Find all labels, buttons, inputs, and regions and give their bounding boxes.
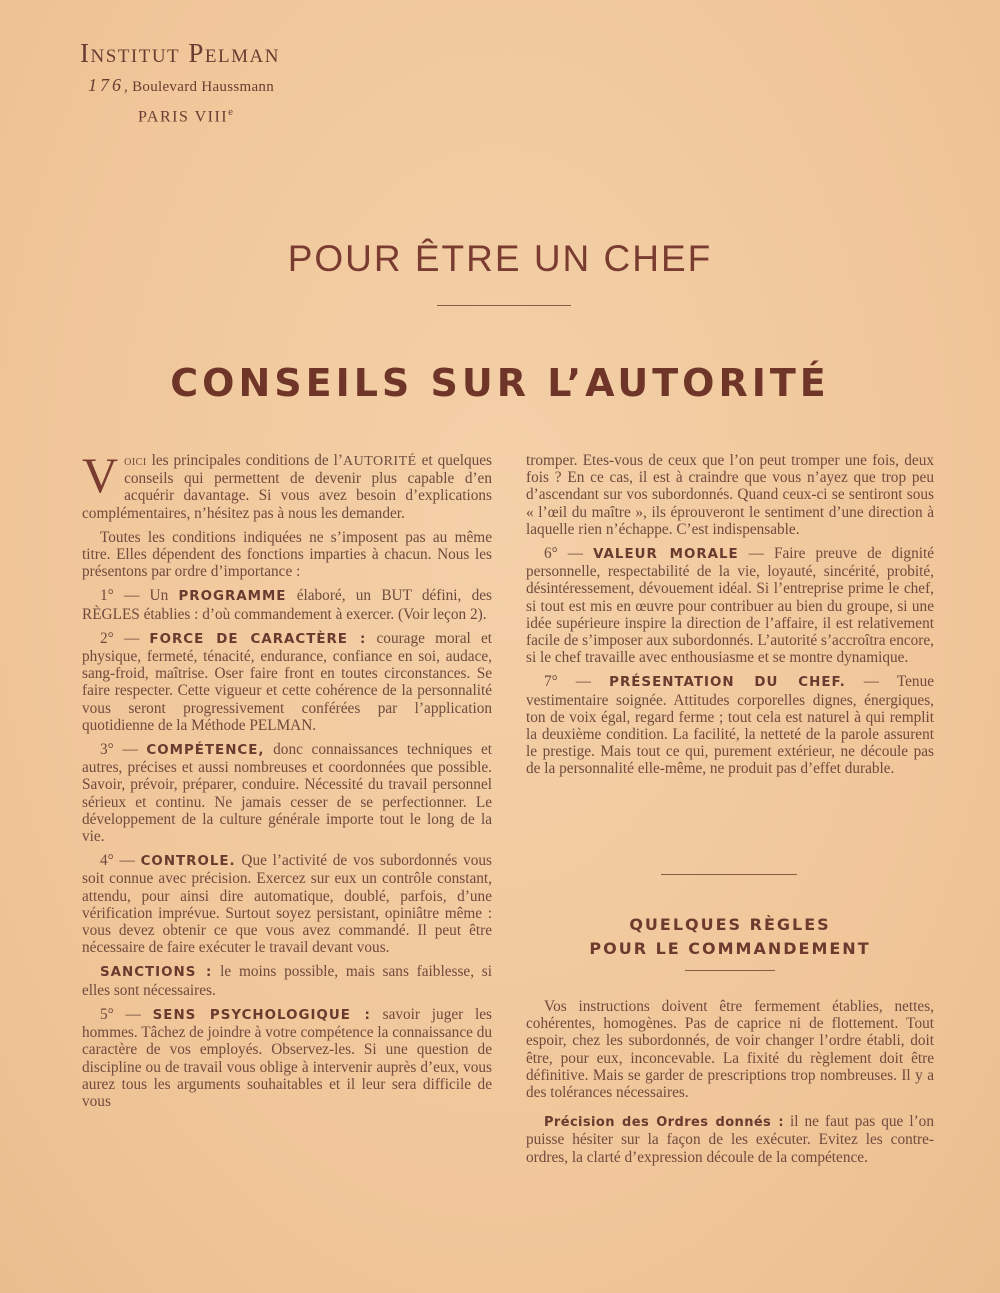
rule-6-valeur-morale: 6° — VALEUR MORALE — Faire preuve de dignité personnelle, respectabilité de la vie, loyauté, sincérité, probité, désintéressement, dévouement idéal. Si l’entreprise prime le chef, si tout est mis en œuvre pour contribuer au bien du groupe, si une idée supérieure inspire la direction de l’affaire, il est relativement facile de s’imposer aux subordonnés. L’autorité s’accroîtra encore, si le chef travaille avec enthousiasme et se montre dynamique. [526,545,935,667]
intro-paragraph: Voici les principales conditions de l’AUTORITÉ et quelques conseils qui permettent de devenir plus capable d’en acquérir davantage. Si vous avez besoin d’explications complémentaires, n’hésitez pas à nous les demander. [82,447,492,522]
institute-name: Institut Pelman [80,38,280,68]
rule-7-presentation: 7° — PRÉSENTATION DU CHEF. — Tenue vestimentaire soignée. Attitudes corporelles dignes, énergiques, ton de voix égal, regard ferme ; tout cela est naturel à qui remplit la deuxième condition. La facilité, la netteté de la parole assurent le prestige. Mais tout ce qui, purement extérieur, ne découle pas de la personnalité elle-même, ne produit pas d’effet durable. [526,673,935,778]
page-title: POUR ÊTRE UN CHEF [287,238,713,279]
rule-5-sens-psychologique: 5° — SENS PSYCHOLOGIQUE : savoir juger les hommes. Tâchez de joindre à votre compétence la connaissance du caractère de vos employés. Observez-les. Si une question de discipline ou de travail vous oblige à intervenir auprès d’eux, vous aurez tous les arguments souhaitables et il leur sera difficile de vous [82,1005,493,1110]
precision-paragraph: Précision des Ordres donnés : il ne faut pas que l’on puisse hésiter sur la façon de les exécuter. Evitez les contre-ordres, la clarté d’expression découle de la compétence. [526,1113,934,1166]
section-divider-top [661,874,797,875]
section-heading [526,913,934,961]
address-street: , Boulevard Haussmann [124,79,275,95]
rule-3-competence: 3° — COMPÉTENCE, donc connaissances techniques et autres, précises et aussi nombreuses et coordonnées que possible. Savoir, prévoir, préparer, conduire. Nécessité du travail personnel sérieux et continu. Ne jamais cesser de se perfectionner. Le développement de la culture générale importe tout le long de la vie. [82,741,493,846]
institute-address [88,75,280,96]
section-divider-bottom [685,970,775,971]
city-superscript: e [228,106,235,118]
order-paragraph: Toutes les conditions indiquées ne s’imposent pas au même titre. Elles dépendent des fonctions imparties à chacun. Nous les présentons par ordre d’importance : [82,528,492,581]
rule-2-force-caractere: 2° — FORCE DE CARACTÈRE : courage moral et physique, fermeté, ténacité, endurance, confiance en soi, audace, sang-froid, maîtrise. Oser faire front en toutes circonstances. Se faire respecter. Cette vigueur et cette cohérence de la personnalité vous seront progressivement conférées par l’application quotidienne de la Méthode PELMAN. [82,629,492,734]
section-heading-line-1: QUELQUES RÈGLES [629,915,831,934]
letterhead [80,38,280,126]
section-heading-line-2: POUR LE COMMANDEMENT [589,939,871,958]
sanctions-paragraph: SANCTIONS : le moins possible, mais sans faiblesse, si elles sont nécessaires. [82,963,492,999]
institute-city [138,106,280,126]
page-subtitle: CONSEILS SUR L’AUTORITÉ [170,361,830,405]
title-divider [437,305,571,306]
instructions-paragraph: Vos instructions doivent être fermement établies, nettes, cohérentes, homogènes. Pas de caprice ni de flottement. Tout espoir, chez les subordonnés, de voir changer l’ordre établi, doit être, pour eux, inconcevable. La fixité du règlement doit être définitive. Mais se garder de prescriptions trop nombreuses. Il y a des tolérances nécessaires. [526,998,934,1102]
city-name: PARIS VIII [138,108,229,126]
rules-section-body [526,998,934,1178]
right-column [526,452,934,785]
left-column [82,447,493,1117]
drop-cap: V [82,447,119,503]
rule-4-controle: 4° — CONTROLE. Que l’activité de vos subordonnés vous soit connue avec précision. Exercez sur eux un contrôle constant, attendu, pour ainsi dire automatique, doublé, parfois, d’une vérification imprévue. Surtout soyez persistant, opiniâtre même : vous devez obtenir ce que vous avez commandé. Il peut être nécessaire de faire exécuter le travail devant vous. [82,852,492,957]
address-number: 176 [88,75,124,95]
continuation-paragraph: tromper. Etes-vous de ceux que l’on peut tromper une fois, deux fois ? En ce cas, il est à craindre que vous n’ayez que trop peu d’ascendant sur vos subordonnés. Quand ceux-ci se sentiront sous « l’œil du maître », ils éprouveront le sentiment d’une direction à laquelle rien n’échappe. C’est indispensable. [526,452,934,538]
rule-1-programme: 1° — Un PROGRAMME élaboré, un BUT défini, des RÈGLES établies : d’où commandement à exercer. (Voir leçon 2). [82,587,493,623]
